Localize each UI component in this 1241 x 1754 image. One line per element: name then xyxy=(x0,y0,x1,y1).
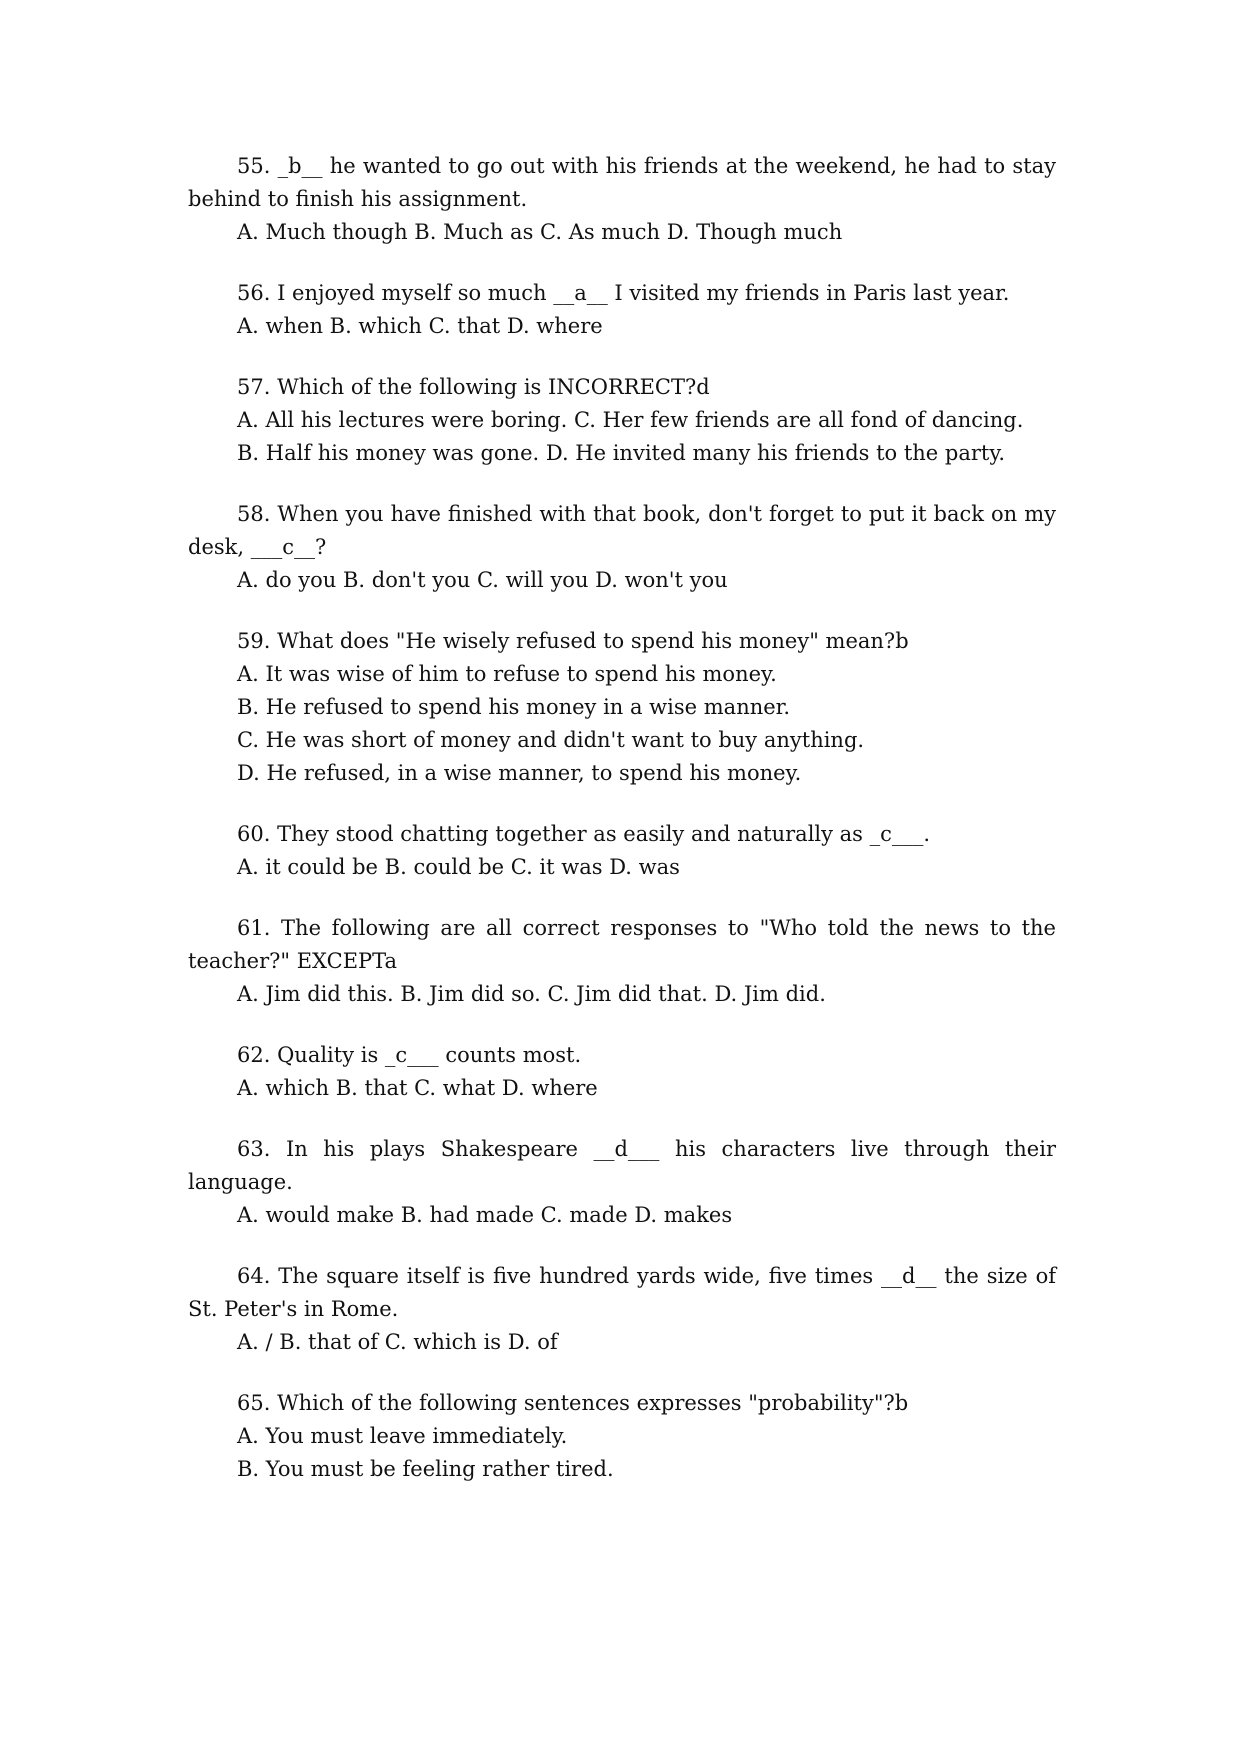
question-option-a: A. You must leave immediately. xyxy=(237,1424,568,1448)
question-stem: 56. I enjoyed myself so much __a__ I visited my friends in Paris last year. xyxy=(237,281,1010,305)
question-63 xyxy=(188,1133,1063,1232)
question-options: A. / B. that of C. which is D. of xyxy=(237,1330,558,1354)
question-options: A. would make B. had made C. made D. makes xyxy=(237,1203,733,1227)
question-option-a: A. It was wise of him to refuse to spend his money. xyxy=(237,662,777,686)
question-options: A. Much though B. Much as C. As much D. Though much xyxy=(237,220,843,244)
question-stem: 58. When you have finished with that book, don't forget to put it back on my desk, ___c__? xyxy=(188,502,1063,559)
question-options: A. do you B. don't you C. will you D. won't you xyxy=(237,568,728,592)
question-65 xyxy=(188,1387,1056,1486)
question-options: A. it could be B. could be C. it was D. was xyxy=(237,855,680,879)
question-61 xyxy=(188,912,1063,1011)
question-64 xyxy=(188,1260,1063,1359)
question-stem: 61. The following are all correct responses to "Who told the news to the teacher?" EXCEPTa xyxy=(188,916,1063,973)
question-stem: 59. What does "He wisely refused to spend his money" mean?b xyxy=(237,629,909,653)
question-option-d: D. He refused, in a wise manner, to spend his money. xyxy=(237,761,802,785)
question-stem: 63. In his plays Shakespeare __d___ his characters live through their language. xyxy=(188,1137,1063,1194)
question-stem: 62. Quality is _c___ counts most. xyxy=(237,1043,582,1067)
question-option-b: B. You must be feeling rather tired. xyxy=(237,1457,614,1481)
question-option-c: C. He was short of money and didn't want to buy anything. xyxy=(237,728,865,752)
question-57 xyxy=(188,371,1056,470)
exercise-page xyxy=(188,150,1063,1514)
question-stem: 65. Which of the following sentences expresses "probability"?b xyxy=(237,1391,909,1415)
question-stem: 57. Which of the following is INCORRECT?d xyxy=(237,375,710,399)
question-option-b: B. He refused to spend his money in a wise manner. xyxy=(237,695,791,719)
question-stem: 64. The square itself is five hundred yards wide, five times __d__ the size of St. Peter's in Rome. xyxy=(188,1264,1063,1321)
question-56 xyxy=(188,277,1056,343)
question-stem: 60. They stood chatting together as easily and naturally as _c___. xyxy=(237,822,931,846)
question-options: A. Jim did this. B. Jim did so. C. Jim did that. D. Jim did. xyxy=(237,982,826,1006)
question-62 xyxy=(188,1039,1056,1105)
question-58 xyxy=(188,498,1063,597)
question-options: A. All his lectures were boring. C. Her few friends are all fond of dancing. xyxy=(237,408,1024,432)
question-stem: 55. _b__ he wanted to go out with his friends at the weekend, he had to stay behind to finish his assignment. xyxy=(188,154,1063,211)
question-55 xyxy=(188,150,1063,249)
question-options: B. Half his money was gone. D. He invited many his friends to the party. xyxy=(237,441,1006,465)
question-options: A. which B. that C. what D. where xyxy=(237,1076,598,1100)
question-60 xyxy=(188,818,1056,884)
question-options: A. when B. which C. that D. where xyxy=(237,314,603,338)
question-59 xyxy=(188,625,1056,790)
